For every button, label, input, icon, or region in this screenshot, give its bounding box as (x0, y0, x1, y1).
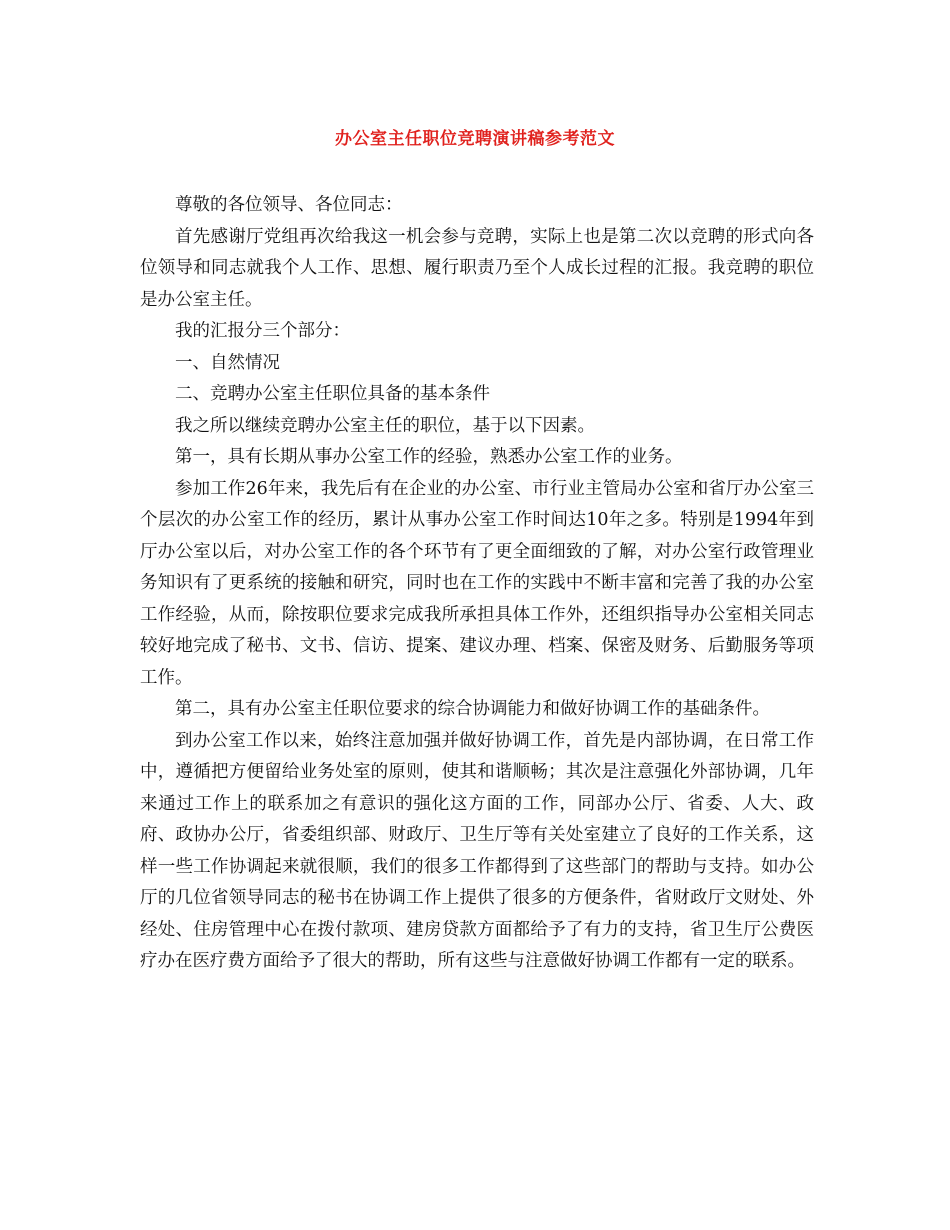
paragraph-coordination: 到办公室工作以来，始终注意加强并做好协调工作，首先是内部协调，在日常工作中，遵循把方便留给业务处室的原则，使其和谐顺畅；其次是注意强化外部协调，几年来通过工作上的联系加之有意识的强化这方面的工作，同部办公厅、省委、人大、政府、政协办公厅，省委组织部、财政厅、卫生厅等有关处室建立了良好的工作关系，这样一些工作协调起来就很顺，我们的很多工作都得到了这些部门的帮助与支持。如办公厅的几位省领导同志的秘书在协调工作上提供了很多的方便条件，省财政厅文财处、外经处、住房管理中心在拨付款项、建房贷款方面都给予了有力的支持，省卫生厅公费医疗办在医疗费方面给予了很大的帮助，所有这些与注意做好协调工作都有一定的联系。 (140, 730, 814, 971)
paragraph-salutation: 尊敬的各位领导、各位同志： (175, 195, 403, 215)
paragraph-point-2: 第二，具有办公室主任职位要求的综合协调能力和做好协调工作的基础条件。 (175, 699, 770, 719)
paragraph-reasons: 我之所以继续竞聘办公室主任的职位，基于以下因素。 (175, 415, 595, 436)
paragraph-outline: 我的汇报分三个部分： (175, 321, 350, 341)
section-heading-2: 二、竞聘办公室主任职位具备的基本条件 (175, 384, 490, 404)
paragraph-intro: 首先感谢厅党组再次给我这一机会参与竞聘，实际上也是第二次以竞聘的形式向各位领导和同志就我个人工作、思想、履行职责乃至个人成长过程的汇报。我竞聘的职位是办公室主任。 (140, 226, 814, 310)
document-body (140, 190, 814, 978)
paragraph-experience: 参加工作26年来，我先后有在企业的办公室、市行业主管局办公室和省厅办公室三个层次的办公室工作的经历，累计从事办公室工作时间达10年之多。特别是1994年到厅办公室以后，对办公室工作的各个环节有了更全面细致的了解，对办公室行政管理业务知识有了更系统的接触和研究，同时也在工作的实践中不断丰富和完善了我的办公室工作经验，从而，除按职位要求完成我所承担具体工作外，还组织指导办公室相关同志较好地完成了秘书、文书、信访、提案、建议办理、档案、保密及财务、后勤服务等项工作。 (140, 478, 814, 688)
paragraph-point-1: 第一，具有长期从事办公室工作的经验，熟悉办公室工作的业务。 (175, 447, 683, 467)
document-title: 办公室主任职位竞聘演讲稿参考范文 (335, 129, 615, 149)
section-heading-1: 一、自然情况 (175, 352, 280, 373)
